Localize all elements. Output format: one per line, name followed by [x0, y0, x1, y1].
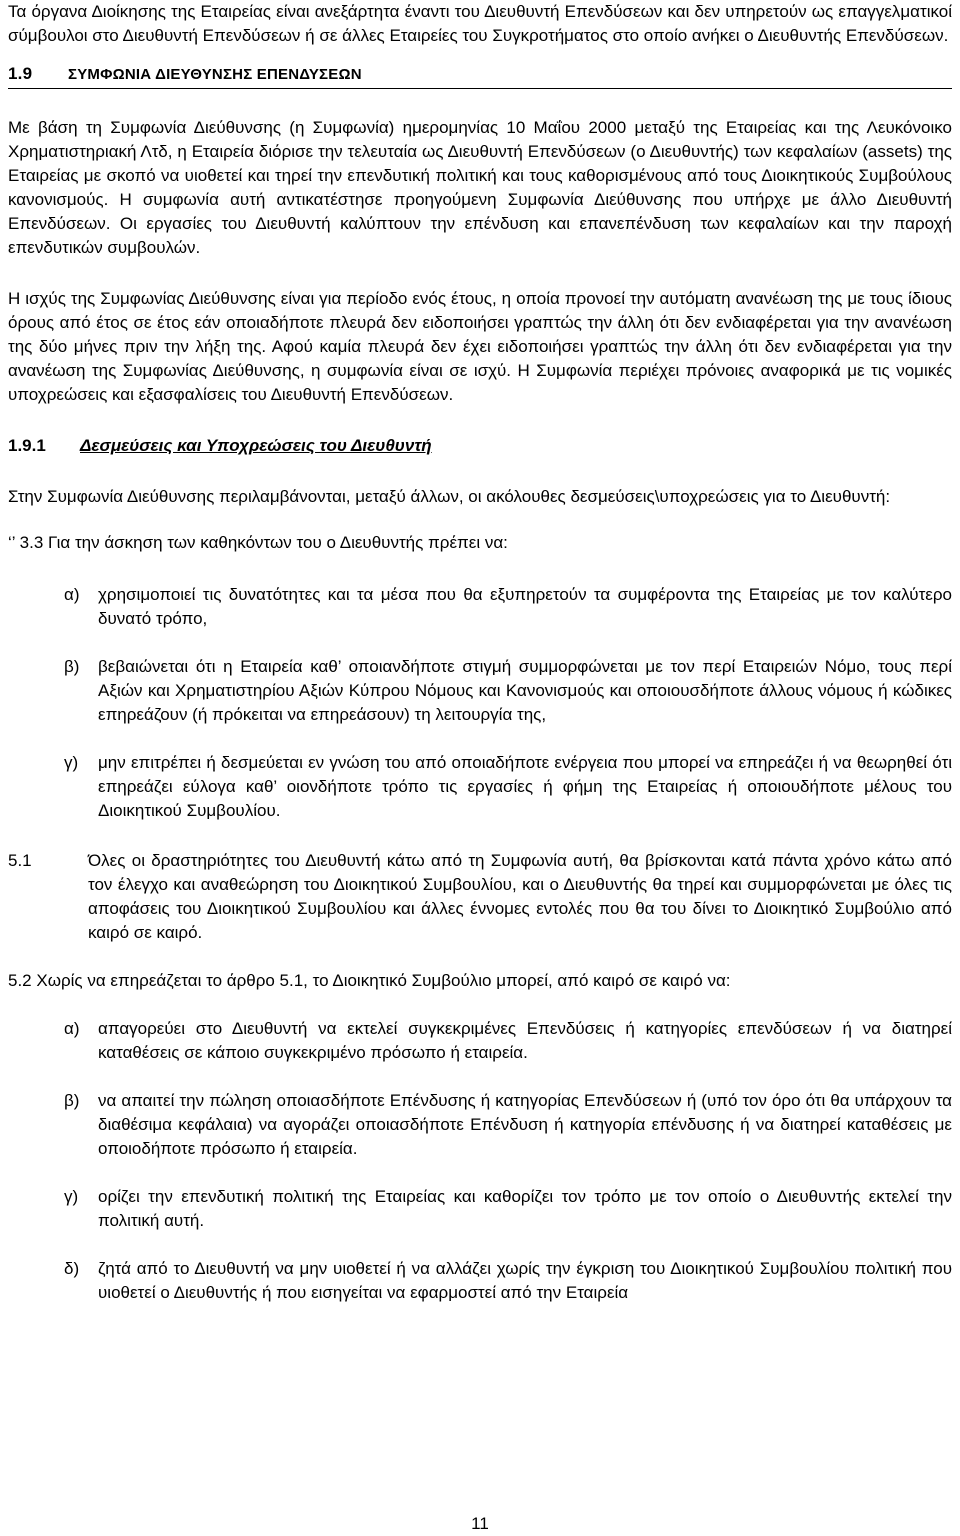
clause-label: 5.1 — [8, 851, 32, 870]
list-item — [8, 1089, 952, 1161]
list-item-text: ζητά από το Διευθυντή να μην υιοθετεί ή να αλλάζει χωρίς την έγκριση του Διοικητικού Συμβουλίου πολιτική που υιοθετεί ο Διευθυντής ή που εισηγείται να εφαρμοστεί από την Εταιρεία — [98, 1259, 952, 1302]
section-heading — [8, 62, 952, 89]
list-item-label: β) — [64, 1091, 80, 1110]
clause-text: Όλες οι δραστηριότητες του Διευθυντή κάτω από τη Συμφωνία αυτή, θα βρίσκονται κατά πάντα χρόνο κάτω από τον έλεγχο και αναθεώρηση του Διοικητικού Συμβουλίου, και ο Διευθυντής θα τηρεί και συμμορφώνεται με όλες τις αποφάσεις του Διοικητικού Συμβουλίου και άλλες έννομες εντολές που θα του δίνει το Διοικητικό Συμβούλιο από καιρό σε καιρό. — [88, 851, 952, 942]
paragraph-agreement: Με βάση τη Συμφωνία Διεύθυνσης (η Συμφωνία) ημερομηνίας 10 Μαΐου 2000 μεταξύ της Εταιρείας και της Λευκόνοικο Χρηματιστηριακή Λτδ, η Εταιρεία διόρισε την τελευταία ως Διευθυντή Επενδύσεων (ο Διευθυντής) των κεφαλαίων (assets) της Εταιρείας με σκοπό να υιοθετεί και τηρεί την επενδυτική πολιτική και τους καθορισμένους από τους Διοικητικούς Συμβούλους κανονισμούς. Η συμφωνία αυτή αντικατέστησε προηγούμενη Συμφωνία Διεύθυνσης που υπήρχε με άλλο Διευθυντή Επενδύσεων. Οι εργασίες του Διευθυντή καλύπτουν την επένδυση και επανεπένδυση των κεφαλαίων και την παροχή επενδυτικών συμβουλών. — [8, 118, 952, 257]
list-item-label: α) — [64, 1019, 80, 1038]
list-item-text: χρησιμοποιεί τις δυνατότητες και τα μέσα που θα εξυπηρετούν τα συμφέροντα της Εταιρείας με τον καλύτερο δυνατό τρόπο, — [98, 585, 952, 628]
list-item-text: μην επιτρέπει ή δεσμεύεται εν γνώση του από οποιαδήποτε ενέργεια που μπορεί να επηρεάζει ή να θεωρηθεί ότι επηρεάζει εύλογα καθ’ οιονδήποτε τρόπο τις εργασίες ή φήμη της Εταιρείας ή οποιουδήποτε μέλους του Διοικητικού Συμβουλίου. — [98, 753, 952, 820]
subsection-intro: Στην Συμφωνία Διεύθυνσης περιλαμβάνονται, μεταξύ άλλων, οι ακόλουθες δεσμεύσεις\υποχρεώσεις για το Διευθυντή: — [8, 487, 891, 506]
list-item-label: α) — [64, 585, 80, 604]
paragraph-validity: Η ισχύς της Συμφωνίας Διεύθυνσης είναι για περίοδο ενός έτους, η οποία προνοεί την αυτόματη ανανέωση της με τους ίδιους όρους από έτος σε έτος εάν οποιαδήποτε πλευρά δεν ειδοποιήσει γραπτώς την άλλη ότι δεν ενδιαφέρεται για την ανανέωση της δύο μήνες πριν την λήξη της. Αφού καμία πλευρά δεν έχει ειδοποιήσει γραπτώς την άλλη ότι δεν ενδιαφέρεται για την ανανέωση της Συμφωνίας Διεύθυνσης, η συμφωνία είναι σε ισχύ. Η Συμφωνία περιέχει πρόνοιες αναφορικά με τις νομικές υποχρεώσεις και εξασφαλίσεις του Διευθυντή Επενδύσεων. — [8, 289, 952, 404]
list-item-label: δ) — [64, 1259, 80, 1278]
list-item — [8, 655, 952, 727]
clause-3-3: ‘’ 3.3 Για την άσκηση των καθηκόντων του ο Διευθυντής πρέπει να: — [8, 533, 508, 552]
list-item-text: ορίζει την επενδυτική πολιτική της Εταιρείας και καθορίζει τον τρόπο με τον οποίο ο Διευθυντής εκτελεί την πολιτική αυτή. — [98, 1187, 952, 1230]
page-number: 11 — [471, 1514, 489, 1533]
list-item — [8, 1185, 952, 1233]
subsection-number: 1.9.1 — [8, 436, 46, 455]
clause-5-1 — [8, 849, 952, 945]
list-item-text: βεβαιώνεται ότι η Εταιρεία καθ’ οποιανδήποτε στιγμή συμμορφώνεται με τον περί Εταιρειών Νόμο, τους περί Αξιών και Χρηματιστηρίου Αξιών Κύπρου Νόμους και Κανονισμούς και οποιουσδήποτε άλλους νόμους ή κώδικες επηρεάζουν (ή πρόκειται να επηρεάσουν) τη λειτουργία της, — [98, 657, 952, 724]
list-item — [8, 583, 952, 631]
clause-5-2: 5.2 Χωρίς να επηρεάζεται το άρθρο 5.1, το Διοικητικό Συμβούλιο μπορεί, από καιρό σε καιρό να: — [8, 971, 731, 990]
subsection-title: Δεσμεύσεις και Υποχρεώσεις του Διευθυντή — [80, 436, 432, 455]
section-title: ΣΥΜΦΩΝΙΑ ΔΙΕΥΘΥΝΣΗΣ ΕΠΕΝΔΥΣΕΩΝ — [68, 66, 362, 83]
intro-paragraph: Τα όργανα Διοίκησης της Εταιρείας είναι ανεξάρτητα έναντι του Διευθυντή Επενδύσεων και δεν υπηρετούν ως επαγγελματικοί σύμβουλοι στο Διευθυντή Επενδύσεων ή σε άλλες Εταιρείες του Συγκροτήματος στο οποίο ανήκει ο Διευθυντής Επενδύσεων. — [8, 2, 952, 45]
list-item-label: γ) — [64, 1187, 79, 1206]
list-item-text: απαγορεύει στο Διευθυντή να εκτελεί συγκεκριμένες Επενδύσεις ή κατηγορίες επενδύσεων ή να διατηρεί καταθέσεις σε κάποιο συγκεκριμένο πρόσωπο ή εταιρεία. — [98, 1019, 952, 1062]
section-number: 1.9 — [8, 64, 33, 83]
list-item-text: να απαιτεί την πώληση οποιασδήποτε Επένδυσης ή κατηγορίας Επενδύσεων ή (υπό τον όρο ότι θα υπάρχουν τα διαθέσιμα κεφάλαια) να αγοράζει οποιασδήποτε Επένδυση ή κατηγορία επένδυσης ή να διατηρεί καταθέσεις με οποιοδήποτε πρόσωπο ή εταιρεία. — [98, 1091, 952, 1158]
list-item — [8, 1017, 952, 1065]
subsection-heading — [8, 434, 952, 458]
list-item — [8, 1257, 952, 1305]
list-item — [8, 751, 952, 823]
list-item-label: β) — [64, 657, 80, 676]
list-item-label: γ) — [64, 753, 79, 772]
